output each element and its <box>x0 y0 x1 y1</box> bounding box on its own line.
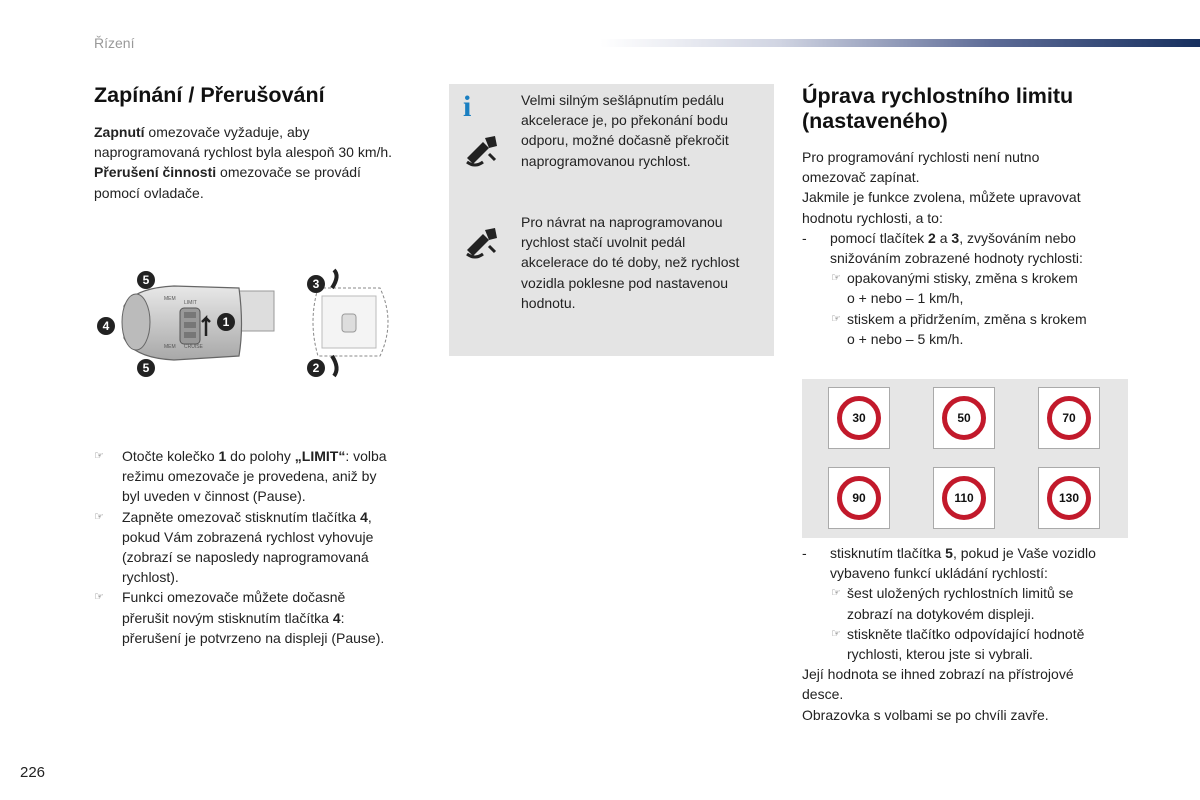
bullet-item: ☞ Otočte kolečko 1 do polohy „LIMIT“: volba režimu omezovače je provedena, aniž by byl uveden v činnost (Pause). <box>94 448 387 505</box>
control-stalk-figure <box>94 266 404 380</box>
svg-text:3: 3 <box>312 277 320 291</box>
sub-list-1 <box>802 268 1142 349</box>
info-paragraph-2: Pro návrat na naprogramovanou rychlost stačí uvolnit pedál akcelerace do té doby, než rychlost vozidla poklesne pod nastavenou hodnotu. <box>521 214 740 311</box>
svg-text:2: 2 <box>312 361 320 375</box>
left-heading: Zapínání / Přerušování <box>94 83 325 107</box>
control-stalk-illustration <box>94 266 404 380</box>
svg-text:5: 5 <box>142 361 150 375</box>
svg-text:5: 5 <box>142 273 150 287</box>
pointing-hand-icon: ☞ <box>94 450 104 462</box>
pointing-hand-icon: ☞ <box>94 591 104 604</box>
info-icon: i <box>463 90 472 123</box>
sub-bullet-item: ☞ stiskněte tlačítko odpovídající hodnotě rychlosti, kterou jste si vybrali. <box>831 625 1085 663</box>
label-cruise: CRUISE <box>184 344 203 350</box>
bullet-item: ☞ Funkci omezovače můžete dočasně přerušit novým stisknutím tlačítka 4: přerušení je potvrzeno na displeji (Pause). <box>94 589 385 646</box>
pedal-foot-icon <box>461 132 501 177</box>
right-heading-line-1: Úprava rychlostního limitu <box>802 84 1074 108</box>
pointing-hand-icon: ☞ <box>831 312 841 325</box>
right-intro: Pro programování rychlosti není nutno omezovač zapínat. Jakmile je funkce zvolena, můžete upravovat hodnotu rychlosti, a to: <box>802 149 1081 226</box>
sub-list-2 <box>802 583 1142 664</box>
pedal-foot-icon <box>461 224 501 269</box>
pointing-hand-icon: ☞ <box>831 627 841 640</box>
section-title: Řízení <box>94 35 135 51</box>
svg-text:1: 1 <box>222 315 230 329</box>
page-number: 226 <box>20 764 46 781</box>
pointing-hand-icon: ☞ <box>94 510 104 523</box>
speed-sign-50[interactable]: 50 <box>933 387 995 449</box>
info-box <box>449 84 774 356</box>
speed-limit-signs-panel <box>802 379 1128 538</box>
bullet-item: ☞ Zapněte omezovač stisknutím tlačítka 4, pokud Vám zobrazená rychlost vyhovuje (zobrazí se naposledy naprogramovaná rychlost). <box>94 508 374 586</box>
dash-item-buttons-2-3: - pomocí tlačítek 2 a 3, zvyšováním nebo snižováním zobrazené hodnoty rychlosti: <box>802 229 1083 267</box>
pointing-hand-icon: ☞ <box>831 272 841 285</box>
sub-bullet-item: ☞ šest uložených rychlostních limitů se zobrazí na dotykovém displeji. <box>831 585 1074 622</box>
right-outro: Její hodnota se ihned zobrazí na přístrojové desce. Obrazovka s volbami se po chvíli zavře. <box>802 666 1074 723</box>
right-upper-text <box>802 147 1142 349</box>
dash-item-button-5: - stisknutím tlačítka 5, pokud je Vaše vozidlo vybaveno funkcí ukládání rychlostí: <box>802 545 1096 582</box>
speed-sign-110[interactable]: 110 <box>933 467 995 529</box>
right-lower-text <box>802 543 1142 725</box>
left-intro: Zapnutí omezovače vyžaduje, aby naprogramovaná rychlost byla alespoň 30 km/h. Přerušení činnosti omezovače se provádí pomocí ovladače. <box>94 124 393 201</box>
sub-bullet-item: ☞ opakovanými stisky, změna s krokem o + nebo – 1 km/h, <box>831 270 1078 307</box>
speed-sign-130[interactable]: 130 <box>1038 467 1100 529</box>
label-limit: LIMIT <box>184 300 197 306</box>
info-paragraph-1: Velmi silným sešlápnutím pedálu akcelerace je, po překonání bodu odporu, možné dočasně překročit naprogramovanou rychlost. <box>521 92 729 169</box>
right-heading <box>802 84 1073 134</box>
header-gradient-bar <box>600 39 1200 47</box>
pointing-hand-icon: ☞ <box>831 587 841 600</box>
svg-text:4: 4 <box>102 319 110 333</box>
speed-sign-70[interactable]: 70 <box>1038 387 1100 449</box>
sub-bullet-item: ☞ stiskem a přidržením, změna s krokem o + nebo – 5 km/h. <box>831 310 1087 347</box>
label-mem-top: MEM <box>164 296 176 302</box>
right-heading-line-2: (nastaveného) <box>802 109 948 133</box>
label-mem-bottom: MEM <box>164 344 176 350</box>
left-bullet-list <box>94 446 434 648</box>
speed-sign-30[interactable]: 30 <box>828 387 890 449</box>
speed-sign-90[interactable]: 90 <box>828 467 890 529</box>
